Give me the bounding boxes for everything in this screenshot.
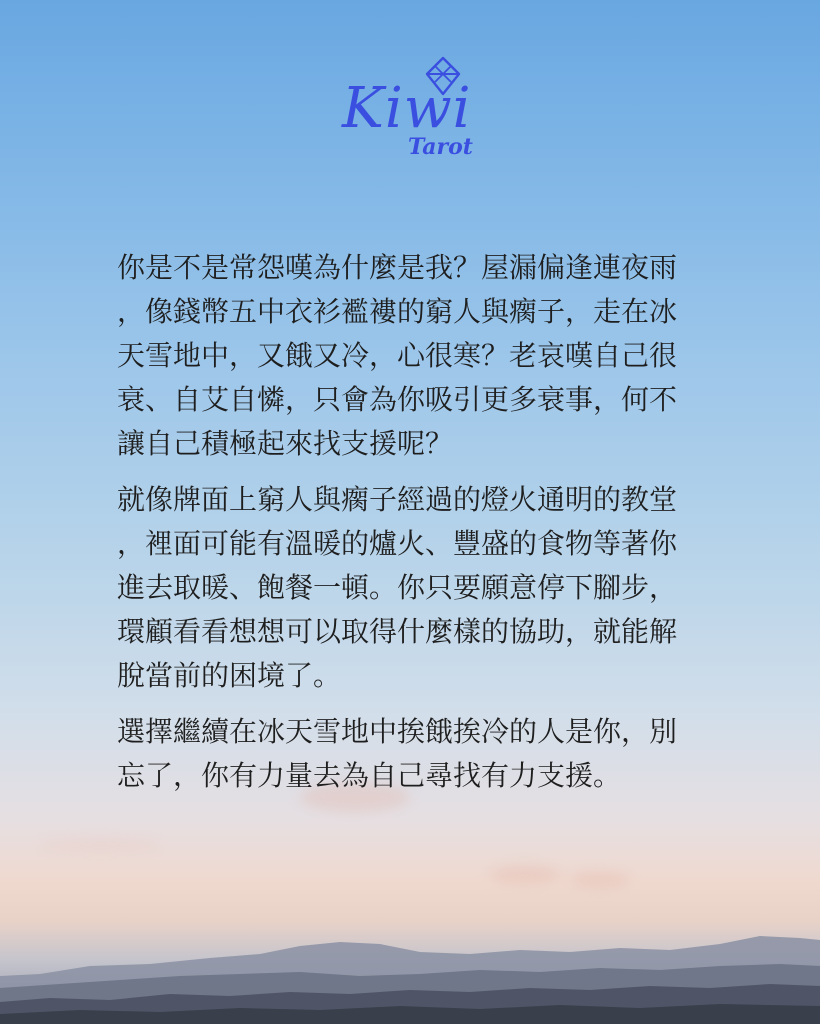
- paragraph-3: [117, 710, 737, 798]
- text-line: 進去取暖、飽餐一頓。你只要願意停下腳步，: [117, 571, 678, 604]
- paragraph-1: [117, 246, 737, 466]
- text-line: 選擇繼續在冰天雪地中挨餓挨冷的人是你，別: [117, 715, 678, 748]
- text-line: 讓自己積極起來找支援呢？: [117, 427, 454, 460]
- text-line: 忘了，你有力量去為自己尋找有力支援。: [117, 759, 622, 792]
- brand-logo: [330, 52, 500, 172]
- cloud: [570, 872, 630, 888]
- paragraph-2: [117, 478, 737, 698]
- text-line: ，裡面可能有溫暖的爐火、豐盛的食物等著你: [117, 527, 678, 560]
- brand-name: Kiwi: [342, 76, 472, 141]
- text-line: 環顧看看想想可以取得什麼樣的協助，就能解: [117, 615, 678, 648]
- cloud: [40, 838, 160, 852]
- text-line: ，像錢幣五中衣衫襤褸的窮人與瘸子，走在冰: [117, 295, 678, 328]
- text-line: 脫當前的困境了。: [117, 659, 342, 692]
- mountain-landscape: [0, 914, 820, 1024]
- text-line: 就像牌面上窮人與瘸子經過的燈火通明的教堂: [117, 483, 678, 516]
- text-line: 衰、自艾自憐，只會為你吸引更多衰事，何不: [117, 383, 678, 416]
- text-line: 天雪地中，又餓又冷，心很寒？老哀嘆自己很: [117, 339, 678, 372]
- cloud: [490, 866, 560, 884]
- text-line: 你是不是常怨嘆為什麼是我？屋漏偏逢連夜雨: [117, 251, 678, 284]
- brand-subname: Tarot: [408, 134, 473, 160]
